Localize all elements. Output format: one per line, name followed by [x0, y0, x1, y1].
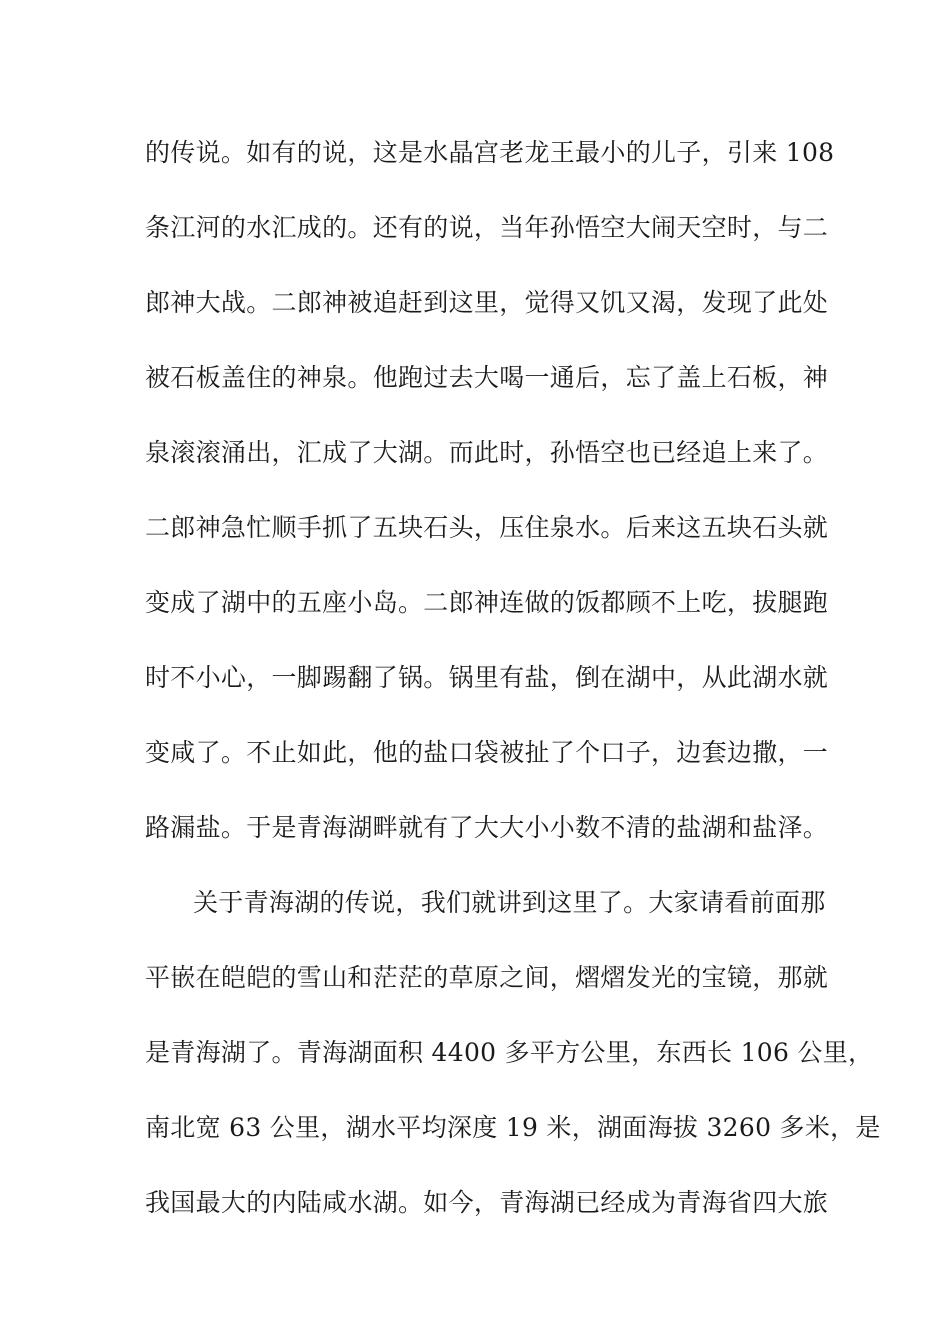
text-line: 条江河的水汇成的。还有的说，当年孙悟空大闹天空时，与二 [145, 213, 829, 242]
text-line: 是青海湖了。青海湖面积 4400 多平方公里，东西长 106 公里， [145, 1038, 874, 1067]
text-line: 关于青海湖的传说，我们就讲到这里了。大家请看前面那 [193, 888, 826, 917]
text-line: 郎神大战。二郎神被追赶到这里，觉得又饥又渴，发现了此处 [145, 288, 829, 317]
text-line: 被石板盖住的神泉。他跑过去大喝一通后，忘了盖上石板，神 [145, 363, 829, 392]
text-line: 变成了湖中的五座小岛。二郎神连做的饭都顾不上吃，拔腿跑 [145, 588, 829, 617]
text-line: 南北宽 63 公里，湖水平均深度 19 米，湖面海拔 3260 多米，是 [145, 1113, 881, 1142]
text-line: 二郎神急忙顺手抓了五块石头，压住泉水。后来这五块石头就 [145, 513, 829, 542]
text-line: 平嵌在皑皑的雪山和茫茫的草原之间，熠熠发光的宝镜，那就 [145, 963, 829, 992]
text-line: 路漏盐。于是青海湖畔就有了大大小小数不清的盐湖和盐泽。 [145, 813, 829, 842]
text-line: 的传说。如有的说，这是水晶宫老龙王最小的儿子，引来 108 [145, 138, 835, 167]
text-line: 时不小心，一脚踢翻了锅。锅里有盐，倒在湖中，从此湖水就 [145, 663, 829, 692]
text-line: 泉滚滚涌出，汇成了大湖。而此时，孙悟空也已经追上来了。 [145, 438, 829, 467]
text-line: 我国最大的内陆咸水湖。如今，青海湖已经成为青海省四大旅 [145, 1188, 829, 1217]
text-line: 变咸了。不止如此，他的盐口袋被扯了个口子，边套边撒，一 [145, 738, 829, 767]
